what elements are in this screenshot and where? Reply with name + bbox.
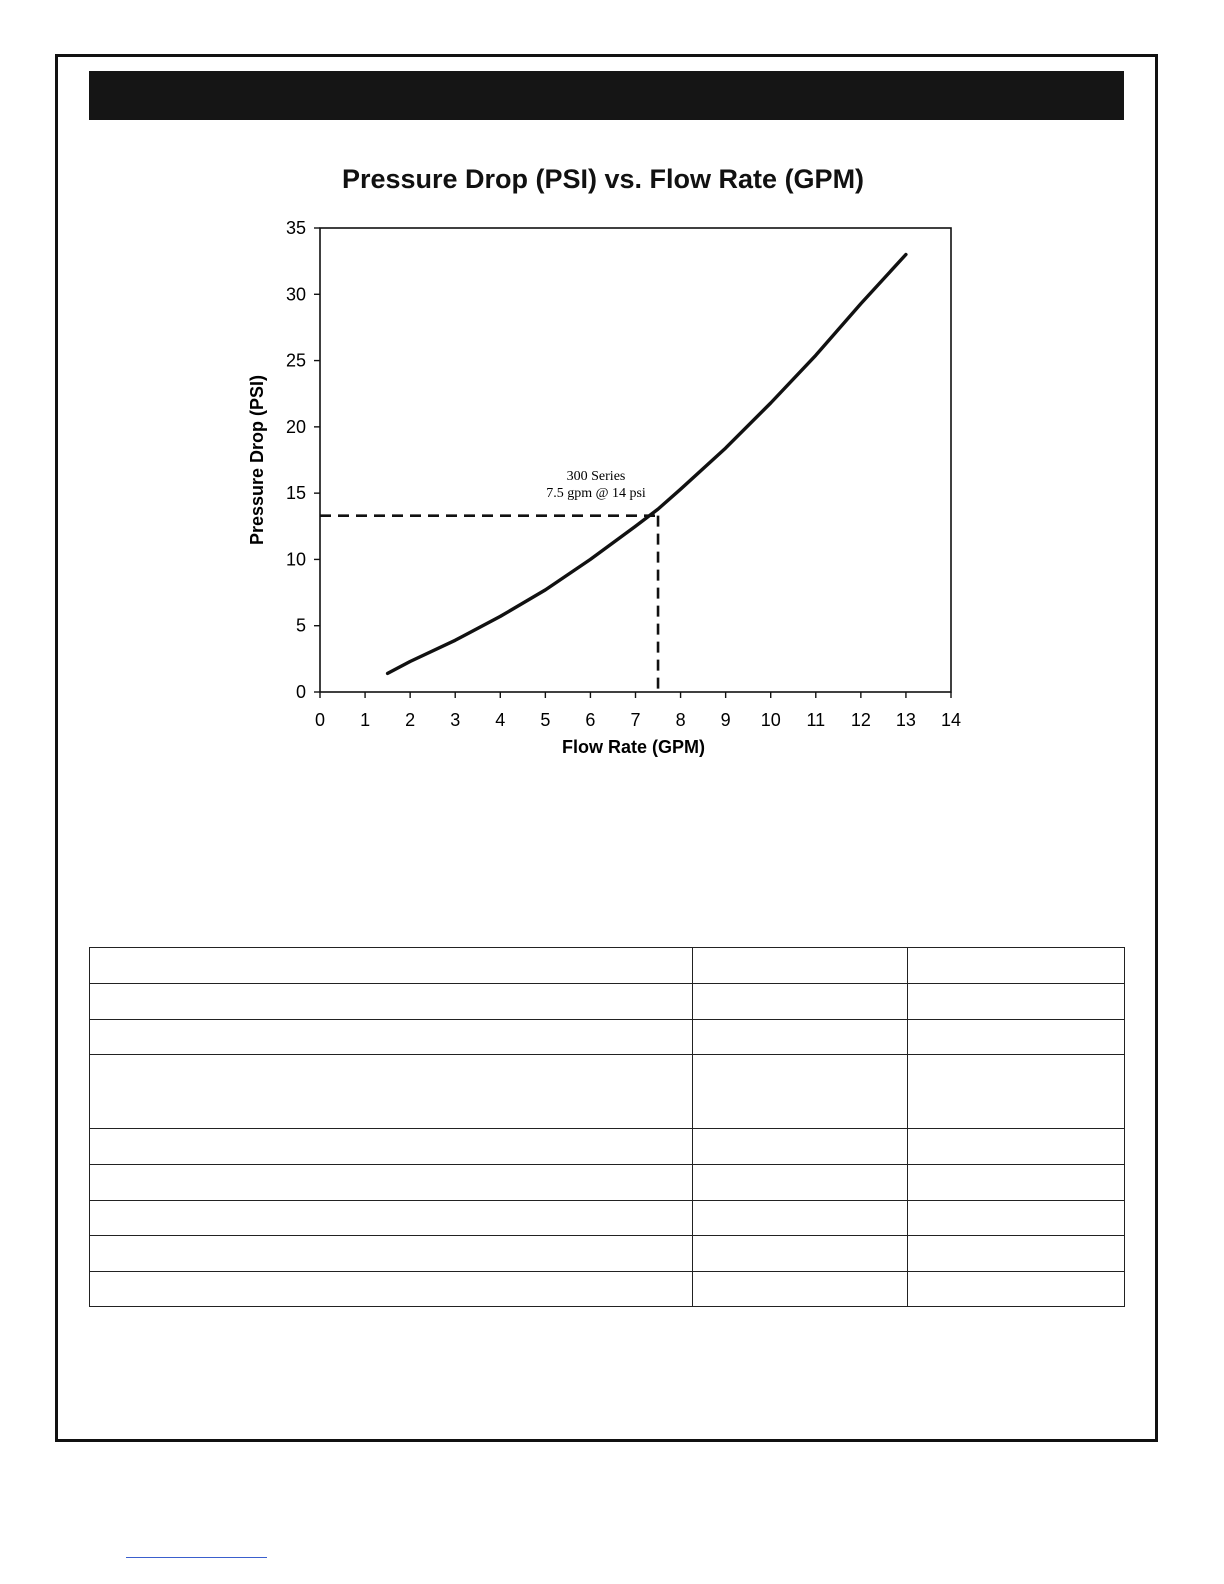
x-tick-label: 13 <box>895 710 916 730</box>
plot-area <box>320 228 951 692</box>
table-cell <box>908 1165 1125 1201</box>
x-tick-label: 11 <box>806 710 826 730</box>
spec-table <box>89 947 1125 1307</box>
y-tick-label: 15 <box>285 483 306 504</box>
table-cell <box>90 1201 693 1236</box>
table-row <box>90 1201 1125 1236</box>
chart-title: Pressure Drop (PSI) vs. Flow Rate (GPM) <box>341 164 865 194</box>
table-cell <box>908 1055 1125 1129</box>
series-line <box>388 255 906 674</box>
x-tick-label: 8 <box>675 710 686 730</box>
y-tick-label: 20 <box>285 416 306 437</box>
table-cell <box>90 1129 693 1165</box>
table-cell <box>90 1236 693 1272</box>
x-tick-label: 6 <box>585 710 596 730</box>
table-cell <box>693 1020 908 1055</box>
table-cell <box>693 1272 908 1307</box>
table-cell <box>693 1055 908 1129</box>
footer-link-underline[interactable] <box>126 1557 267 1558</box>
table-cell <box>693 1129 908 1165</box>
table-cell <box>90 948 693 984</box>
x-tick-label: 7 <box>630 710 641 730</box>
table-cell <box>90 1165 693 1201</box>
table-cell <box>90 1020 693 1055</box>
x-tick-label: 4 <box>495 710 506 730</box>
annotation-text: 7.5 gpm @ 14 psi <box>546 486 646 501</box>
x-tick-label: 2 <box>405 710 416 730</box>
y-axis-label: Pressure Drop (PSI) <box>247 374 267 546</box>
table-cell <box>908 948 1125 984</box>
y-tick-label: 30 <box>285 284 306 305</box>
annotation-text: 300 Series <box>566 469 626 484</box>
y-tick-label: 10 <box>285 549 306 570</box>
table-cell <box>90 984 693 1020</box>
table-cell <box>90 1055 693 1129</box>
table-cell <box>693 1165 908 1201</box>
table-cell <box>693 984 908 1020</box>
table-cell <box>908 1272 1125 1307</box>
table-row <box>90 1055 1125 1129</box>
x-tick-label: 10 <box>760 710 781 730</box>
x-tick-label: 3 <box>450 710 461 730</box>
table-row <box>90 1165 1125 1201</box>
table-row <box>90 984 1125 1020</box>
x-tick-label: 1 <box>360 710 371 730</box>
table-cell <box>90 1272 693 1307</box>
x-tick-label: 14 <box>940 710 962 730</box>
table-cell <box>908 1129 1125 1165</box>
table-cell <box>693 948 908 984</box>
table-row <box>90 1129 1125 1165</box>
table-row <box>90 1272 1125 1307</box>
table-cell <box>693 1236 908 1272</box>
y-tick-label: 5 <box>295 615 306 636</box>
table-cell <box>908 1236 1125 1272</box>
y-tick-label: 0 <box>295 682 306 702</box>
table-cell <box>908 1201 1125 1236</box>
table-row <box>90 1020 1125 1055</box>
table-cell <box>908 984 1125 1020</box>
x-tick-label: 0 <box>314 710 326 730</box>
table-cell <box>908 1020 1125 1055</box>
x-tick-label: 12 <box>850 710 871 730</box>
table-row <box>90 948 1125 984</box>
table-row <box>90 1236 1125 1272</box>
x-axis-label: Flow Rate (GPM) <box>562 737 705 757</box>
y-tick-label: 35 <box>285 218 306 238</box>
y-tick-label: 25 <box>285 350 306 371</box>
table-cell <box>693 1201 908 1236</box>
x-tick-label: 5 <box>540 710 551 730</box>
x-tick-label: 9 <box>720 710 731 730</box>
